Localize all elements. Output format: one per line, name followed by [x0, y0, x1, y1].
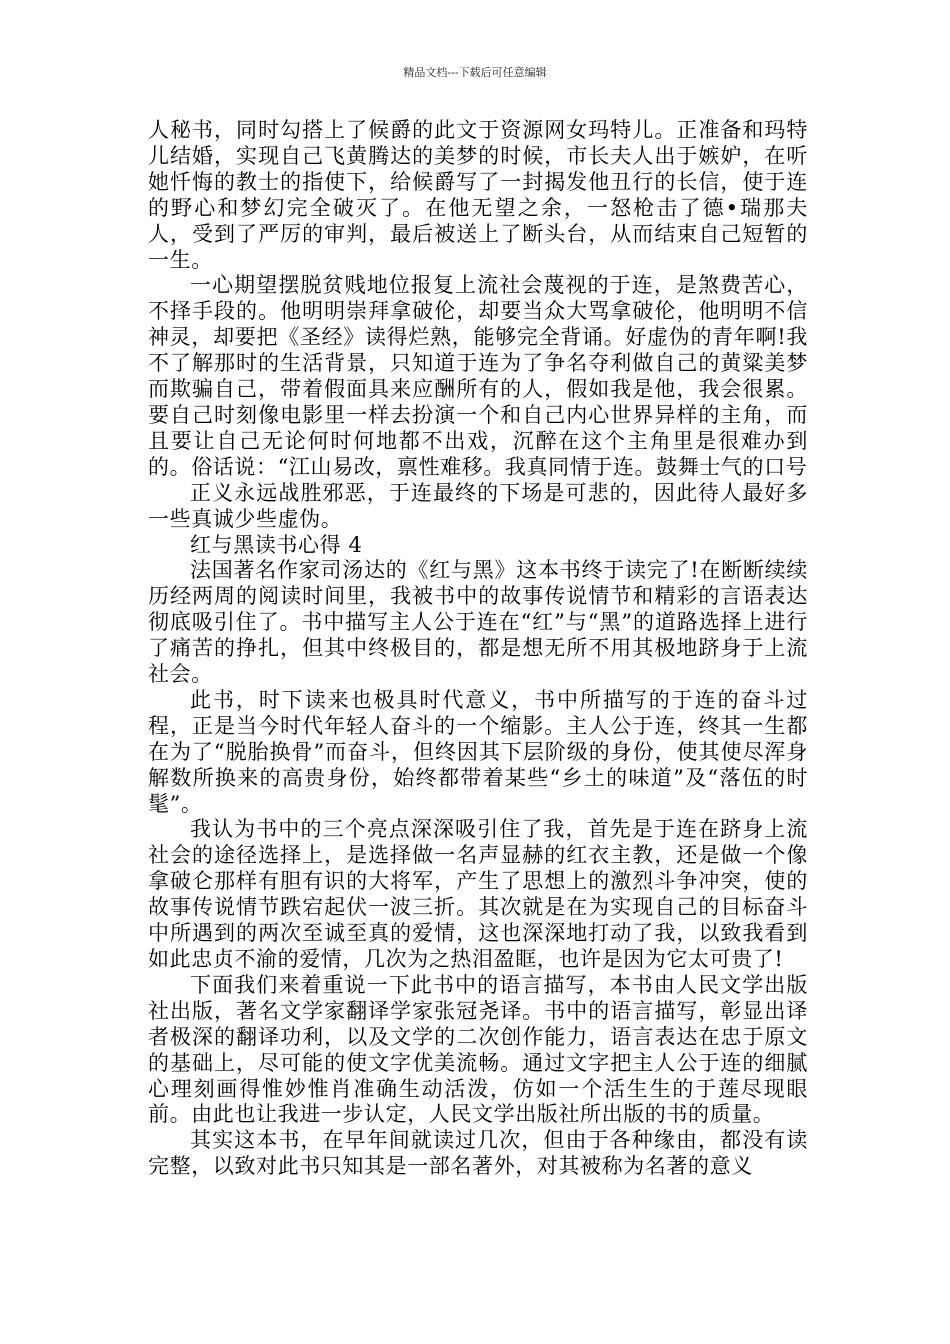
paragraph-7: 下面我们来着重说一下此书中的语言描写，本书由人民文学出版社出版，著名文学家翻译学家张冠尧译。书中的语言描写，彰显出译者极深的翻译功利，以及文学的二次创作能力，语言表达在忠于原文的基础上，尽可能的使文字优美流畅。通过文字把主人公于连的细腻心理刻画得惟妙惟肖准确生动活泼，仿如一个活生生的于莲尽现眼前。由此也让我进一步认定，人民文学出版社所出版的书的质量。: [148, 972, 808, 1127]
paragraph-6: 我认为书中的三个亮点深深吸引住了我，首先是于连在跻身上流社会的途径选择上，是选择做一名声显赫的红衣主教，还是做一个像拿破仑那样有胆有识的大将军，产生了思想上的激烈斗争冲突，使的故事传说情节跌宕起伏一波三折。其次就是在为实现自己的目标奋斗中所遇到的两次至诚至真的爱情，这也深深地打动了我，以致我看到如此忠贞不渝的爱情，几次为之热泪盈眶，也许是因为它太可贵了!: [148, 817, 808, 971]
paragraph-5: 此书，时下读来也极具时代意义，书中所描写的于连的奋斗过程，正是当今时代年轻人奋斗的一个缩影。主人公于连，终其一生都在为了“脱胎换骨”而奋斗，但终因其下层阶级的身份，使其使尽浑身解数所换来的高贵身份，始终都带着某些“乡土的味道”及“落伍的时髦”。: [148, 687, 808, 816]
paragraph-1: 人秘书，同时勾搭上了候爵的此文于资源网女玛特儿。正准备和玛特儿结婚，实现自己飞黄腾达的美梦的时候，市长夫人出于嫉妒，在听她忏悔的教士的指使下，给候爵写了一封揭发他丑行的长信，使于连的野心和梦幻完全破灭了。在他无望之余，一怒枪击了德•瑞那夫人，受到了严厉的审判，最后被送上了断头台，从而结束自己短暂的一生。: [148, 118, 808, 272]
page-header: 精品文档---下载后可任意编辑: [403, 66, 547, 79]
paragraph-4: 法国著名作家司汤达的《红与黑》这本书终于读完了!在断断续续历经两周的阅读时间里，我被书中的故事传说情节和精彩的言语表达彻底吸引住了。书中描写主人公于连在“红”与“黑”的道路选择上进行了痛苦的挣扎，但其中终极目的，都是想无所不用其极地跻身于上流社会。: [148, 558, 808, 687]
document-body: [148, 118, 808, 1180]
paragraph-2: 一心期望摆脱贫贱地位报复上流社会蔑视的于连，是煞费苦心，不择手段的。他明明崇拜拿破伦，却要当众大骂拿破伦，他明明不信神灵，却要把《圣经》读得烂熟，能够完全背诵。好虚伪的青年啊!我不了解那时的生活背景，只知道于连为了争名夺利做自己的黄粱美梦而欺骗自己，带着假面具来应酬所有的人，假如我是他，我会很累。要自己时刻像电影里一样去扮演一个和自己内心世界异样的主角，而且要让自己无论何时何地都不出戏，沉醉在这个主角里是很难办到的。俗话说：“江山易改，禀性难移。我真同情于连。鼓舞士气的口号: [148, 273, 808, 479]
section-heading: 红与黑读书心得 4: [190, 532, 363, 557]
paragraph-8: 其实这本书，在早年间就读过几次，但由于各种缘由，都没有读完整，以致对此书只知其是一部名著外，对其被称为名著的意义: [148, 1128, 808, 1179]
paragraph-3: 正义永远战胜邪恶，于连最终的下场是可悲的，因此待人最好多一些真诚少些虚伪。: [148, 480, 808, 531]
